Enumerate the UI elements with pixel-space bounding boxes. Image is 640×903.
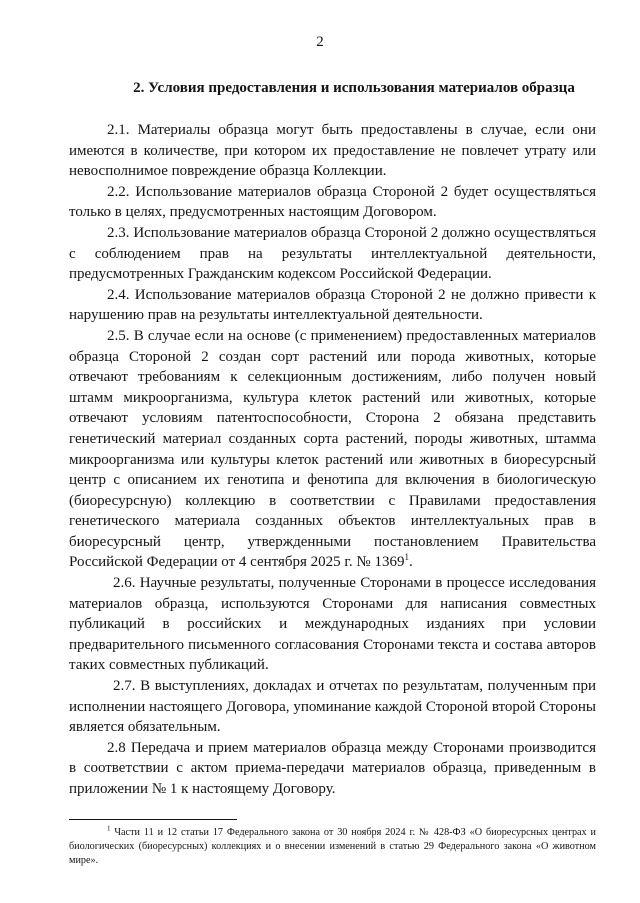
- paragraph-2-5-tail: .: [408, 554, 413, 571]
- section-body: [69, 120, 596, 800]
- footnote-reference: 1: [404, 552, 409, 563]
- paragraph-2-5-text: 2.5. В случае если на основе (с применением) предоставленных материалов образца Стороной 2 создан сорт растений или порода животных, которые отвечают требованиям к селекционным достижениям, либо получен новый штамм микроорганизма, культура клеток растений или животных, которые отвечают условиям патентоспособности, Сторона 2 обязана представить генетический материал созданных сорта растений, породы животных, штамма микроорганизма или культуры клеток растений или животных в биоресурсный центр с описанием их генотипа и фенотипа для включения в биологическую (биоресурсную) коллекцию в соответствии с Правилами предоставления генетического материала созданных объектов интеллектуальных прав в биоресурсный центр, утвержденными постановлением Правительства Российской Федерации от 4 сентября 2025 г. № 1369: [69, 327, 596, 571]
- page-number: 2: [316, 34, 324, 50]
- paragraph-2-4: 2.4. Использование материалов образца Стороной 2 не должно привести к нарушению прав на результаты интеллектуальной деятельности.: [69, 286, 596, 324]
- paragraph-2-5: [69, 326, 596, 573]
- footnote-marker: 1: [107, 824, 111, 833]
- footnote-text: Части 11 и 12 статьи 17 Федерального закона от 30 ноября 2024 г. № 428-ФЗ «О биоресурсных центрах и биологических (биоресурсных) коллекциях и о внесении изменений в статью 29 Федерального закона «О животном мире».: [69, 827, 597, 866]
- section-heading: 2. Условия предоставления и использования материалов образца: [133, 80, 575, 96]
- paragraph-2-8: 2.8 Передача и прием материалов образца между Сторонами производится в соответствии с актом приема-передачи материалов образца, приведенным в приложении № 1 к настоящему Договору.: [69, 739, 596, 797]
- paragraph-2-6: 2.6. Научные результаты, полученные Сторонами в процессе исследования материалов образца, используются Сторонами для написания совместных публикаций в российских и международных изданиях при условии предварительного письменного согласования Сторонами текста и состава авторов таких совместных публикаций.: [69, 575, 596, 674]
- paragraph-2-3: 2.3. Использование материалов образца Стороной 2 должно осуществляться с соблюдением прав на результаты интеллектуальной деятельности, предусмотренных Гражданским кодексом Российской Федерации.: [69, 224, 596, 283]
- paragraph-2-2: 2.2. Использование материалов образца Стороной 2 будет осуществляться только в целях, предусмотренных настоящим Договором.: [69, 183, 596, 221]
- paragraph-2-7: 2.7. В выступлениях, докладах и отчетах по результатам, полученным при исполнении настоящего Договора, упоминание каждой Стороной второй Стороны является обязательным.: [69, 678, 596, 736]
- footnote-divider: [69, 819, 237, 820]
- paragraph-2-1: 2.1. Материалы образца могут быть предоставлены в случае, если они имеются в количестве, при котором их предоставление не повлечет утрату или невосполнимое повреждение образца Коллекции.: [69, 122, 596, 180]
- footnote: [69, 826, 596, 867]
